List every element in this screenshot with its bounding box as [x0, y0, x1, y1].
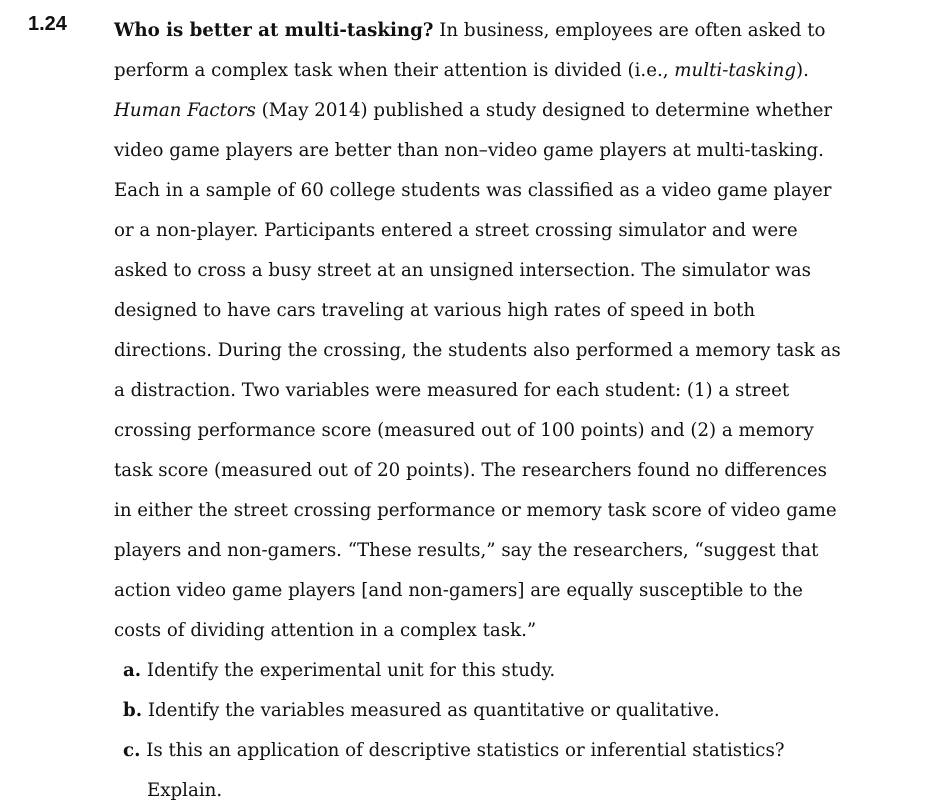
text-run: video game players are better than non–video game players at multi-tasking.: [114, 140, 824, 161]
text-run: asked to cross a busy street at an unsigned intersection. The simulator was: [114, 260, 811, 281]
part-text: Identify the variables measured as quantitative or qualitative.: [147, 700, 720, 721]
problem-text: [114, 11, 914, 811]
part-label: c.: [123, 740, 141, 761]
text-run: (May 2014) published a study designed to determine whether: [255, 100, 833, 121]
paragraph-line: [114, 411, 914, 451]
paragraph-line: [114, 531, 914, 571]
part-text: Identify the experimental unit for this study.: [146, 660, 556, 681]
part-c: [114, 731, 914, 771]
text-run: crossing performance score (measured out of 100 points) and (2) a memory: [114, 420, 814, 441]
paragraph-line: [114, 611, 914, 651]
text-run: in either the street crossing performance or memory task score of video game: [114, 500, 837, 521]
paragraph-line: [114, 491, 914, 531]
paragraph-line: [114, 51, 914, 91]
paragraph-line: [114, 331, 914, 371]
first-line-text: In business, employees are often asked to: [433, 20, 826, 41]
text-run: perform a complex task when their attention is divided (i.e.,: [114, 60, 675, 81]
text-run: or a non-player. Participants entered a street crossing simulator and were: [114, 220, 798, 241]
problem-number: 1.24: [28, 13, 67, 35]
paragraph-line: [114, 211, 914, 251]
text-run: Each in a sample of 60 college students was classified as a video game player: [114, 180, 832, 201]
paragraph: [114, 51, 914, 651]
paragraph-line: [114, 251, 914, 291]
text-run: a distraction. Two variables were measured for each student: (1) a street: [114, 380, 790, 401]
paragraph-line: [114, 571, 914, 611]
part-label: b.: [123, 700, 143, 721]
paragraph-line: [114, 11, 914, 51]
part-c-continuation: Explain.: [147, 780, 223, 801]
part-text: Is this an application of descriptive statistics or inferential statistics?: [146, 740, 785, 761]
italic-text: Human Factors: [114, 100, 256, 121]
paragraph-line: [114, 91, 914, 131]
text-run: directions. During the crossing, the students also performed a memory task as: [114, 340, 841, 361]
text-run: costs of dividing attention in a complex task.”: [114, 620, 537, 641]
italic-text: multi-tasking: [674, 60, 797, 81]
paragraph-line: [114, 451, 914, 491]
part-b: [114, 691, 914, 731]
paragraph-line: [114, 371, 914, 411]
text-run: ).: [796, 60, 809, 81]
paragraph-line: [114, 291, 914, 331]
part-label: a.: [123, 660, 142, 681]
problem-title: Who is better at multi-tasking?: [114, 20, 434, 41]
text-run: designed to have cars traveling at various high rates of speed in both: [114, 300, 756, 321]
text-run: players and non-gamers. “These results,” say the researchers, “suggest that: [114, 540, 819, 561]
paragraph-line: [114, 171, 914, 211]
text-run: task score (measured out of 20 points). The researchers found no differences: [114, 460, 827, 481]
paragraph-line: [114, 131, 914, 171]
text-run: action video game players [and non-gamers] are equally susceptible to the: [114, 580, 803, 601]
part-a: [114, 651, 914, 691]
